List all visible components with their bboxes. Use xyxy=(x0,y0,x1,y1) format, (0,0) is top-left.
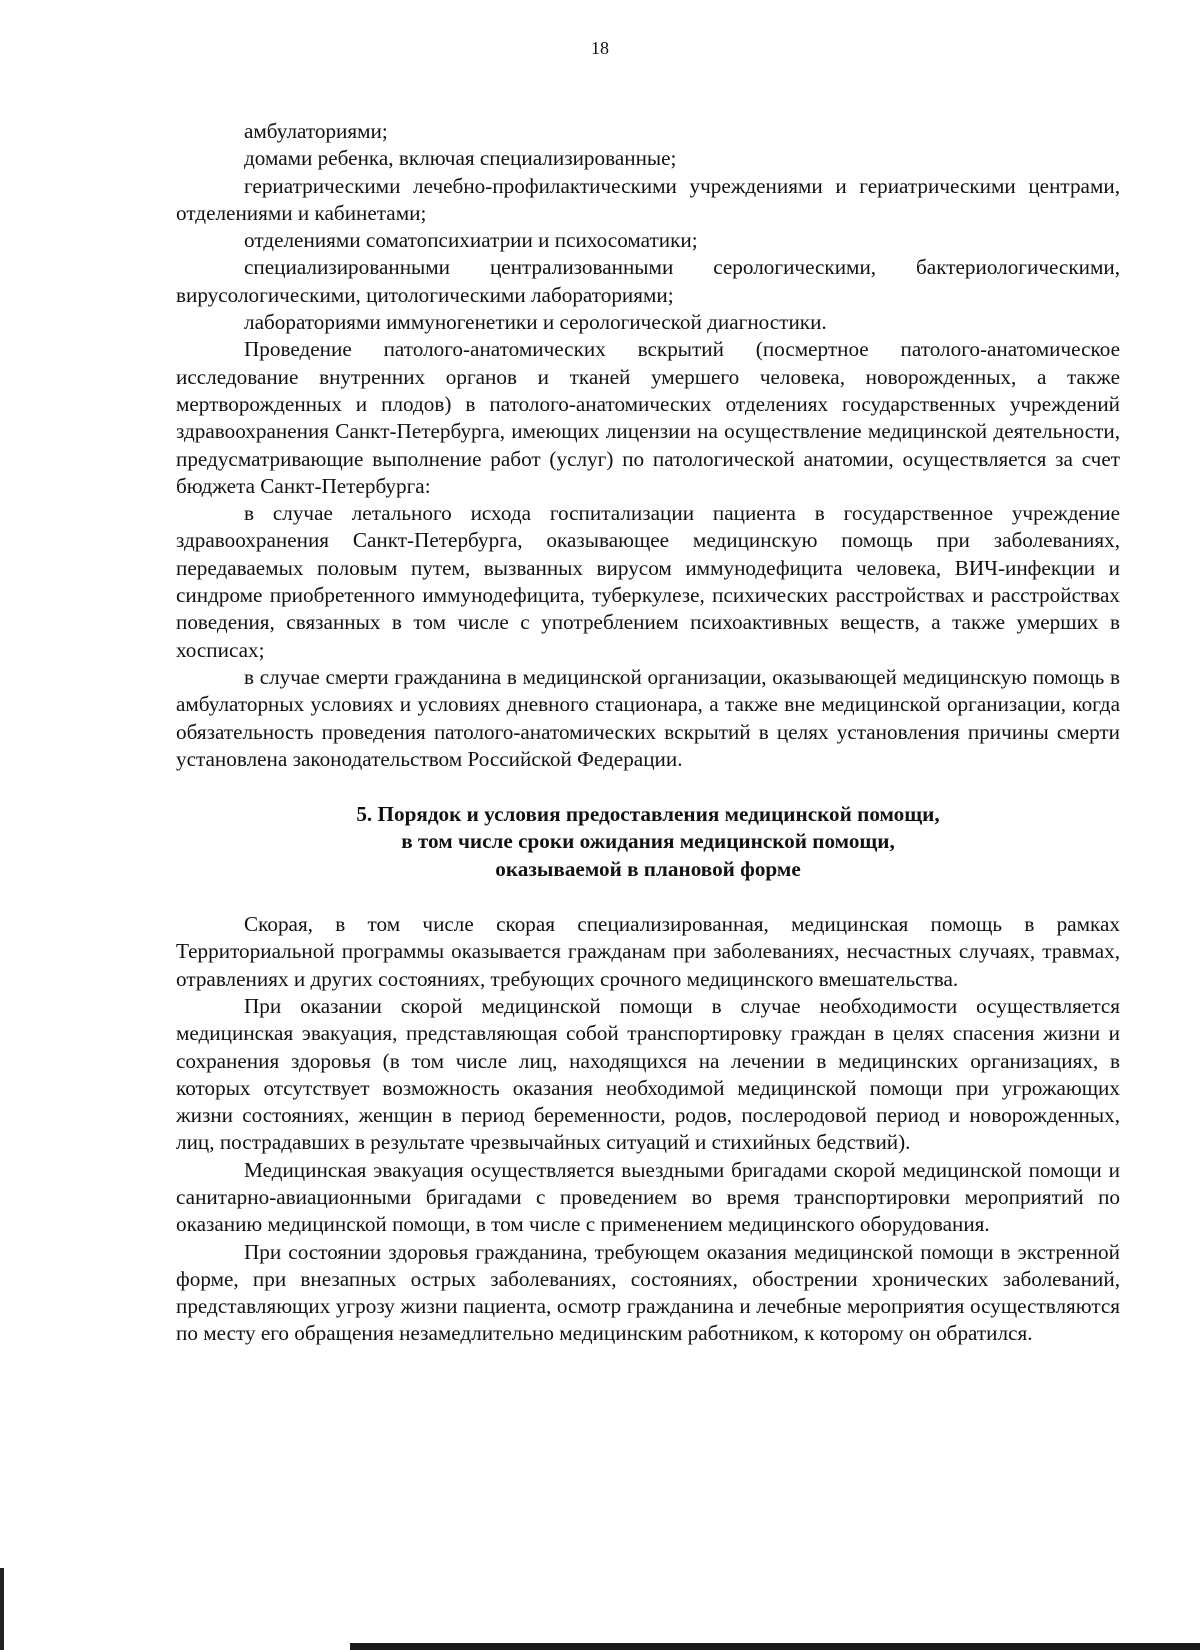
section-heading-line: оказываемой в плановой форме xyxy=(495,856,801,881)
section-heading-line: в том числе сроки ожидания медицинской помощи, xyxy=(401,829,895,854)
paragraph: При оказании скорой медицинской помощи в случае необходимости осуществляется медицинская эвакуация, представляющая собой транспортировку граждан в целях спасения жизни и сохранения здоровья (в том числе лиц, находящихся на лечении в медицинских организациях, в которых отсутствует возможность оказания необходимой медицинской помощи при угрожающих жизни состояниях, женщин в период беременности, родов, послеродовой период и новорожденных, лиц, пострадавших в результате чрезвычайных ситуаций и стихийных бедствий). xyxy=(176,993,1120,1155)
paragraph: специализированными централизованными серологическими, бактериологическими, вирусологическими, цитологическими лабораториями; xyxy=(176,255,1120,307)
paragraph: домами ребенка, включая специализированные; xyxy=(244,146,677,171)
paragraph: гериатрическими лечебно-профилактическими учреждениями и гериатрическими центрами, отделениями и кабинетами; xyxy=(176,173,1120,225)
paragraph: Медицинская эвакуация осуществляется выездными бригадами скорой медицинской помощи и санитарно-авиационными бригадами с проведением во время транспортировки мероприятий по оказанию медицинской помощи, в том числе с применением медицинского оборудования. xyxy=(176,1157,1120,1237)
paragraph: в случае смерти гражданина в медицинской организации, оказывающей медицинскую помощь в амбулаторных условиях и условиях дневного стационара, а также вне медицинской организации, когда обязательность проведения патолого-анатомических вскрытий в целях установления причины смерти установлена законодательством Российской Федерации. xyxy=(176,664,1120,771)
document-body xyxy=(176,118,1120,1348)
paragraph: Проведение патолого-анатомических вскрытий (посмертное патолого-анатомическое исследование внутренних органов и тканей умершего человека, новорожденных, а также мертворожденных и плодов) в патолого-анатомических отделениях государственных учреждений здравоохранения Санкт-Петербурга, имеющих лицензии на осуществление медицинской деятельности, предусматривающие выполнение работ (услуг) по патологической анатомии, осуществляется за счет бюджета Санкт-Петербурга: xyxy=(176,337,1120,498)
paragraph: лабораториями иммуногенетики и серологической диагностики. xyxy=(244,310,827,335)
scan-edge-left xyxy=(0,1568,4,1650)
paragraph: При состоянии здоровья гражданина, требующем оказания медицинской помощи в экстренной форме, при внезапных острых заболеваниях, состояниях, обострении хронических заболеваний, представляющих угрозу жизни пациента, осмотр гражданина и лечебные мероприятия осуществляются по месту его обращения незамедлительно медицинским работником, к которому он обратился. xyxy=(176,1239,1120,1346)
section-heading xyxy=(176,801,1120,883)
section-heading-line: 5. Порядок и условия предоставления медицинской помощи, xyxy=(356,802,940,827)
page-number: 18 xyxy=(591,38,609,58)
paragraph: Скорая, в том числе скорая специализированная, медицинская помощь в рамках Территориальной программы оказывается гражданам при заболеваниях, несчастных случаях, травмах, отравлениях и других состояниях, требующих срочного медицинского вмешательства. xyxy=(176,912,1120,991)
paragraph: амбулаториями; xyxy=(244,119,388,143)
scan-edge-bottom xyxy=(350,1643,1200,1650)
paragraph: отделениями соматопсихиатрии и психосоматики; xyxy=(244,228,698,253)
paragraph: в случае летального исхода госпитализации пациента в государственное учреждение здравоохранения Санкт-Петербурга, оказывающее медицинскую помощь при заболеваниях, передаваемых половым путем, вызванных вирусом иммунодефицита человека, ВИЧ-инфекции и синдроме приобретенного иммунодефицита, туберкулезе, психических расстройствах и расстройствах поведения, связанных в том числе с употреблением психоактивных веществ, а также умерших в хосписах; xyxy=(176,501,1120,662)
